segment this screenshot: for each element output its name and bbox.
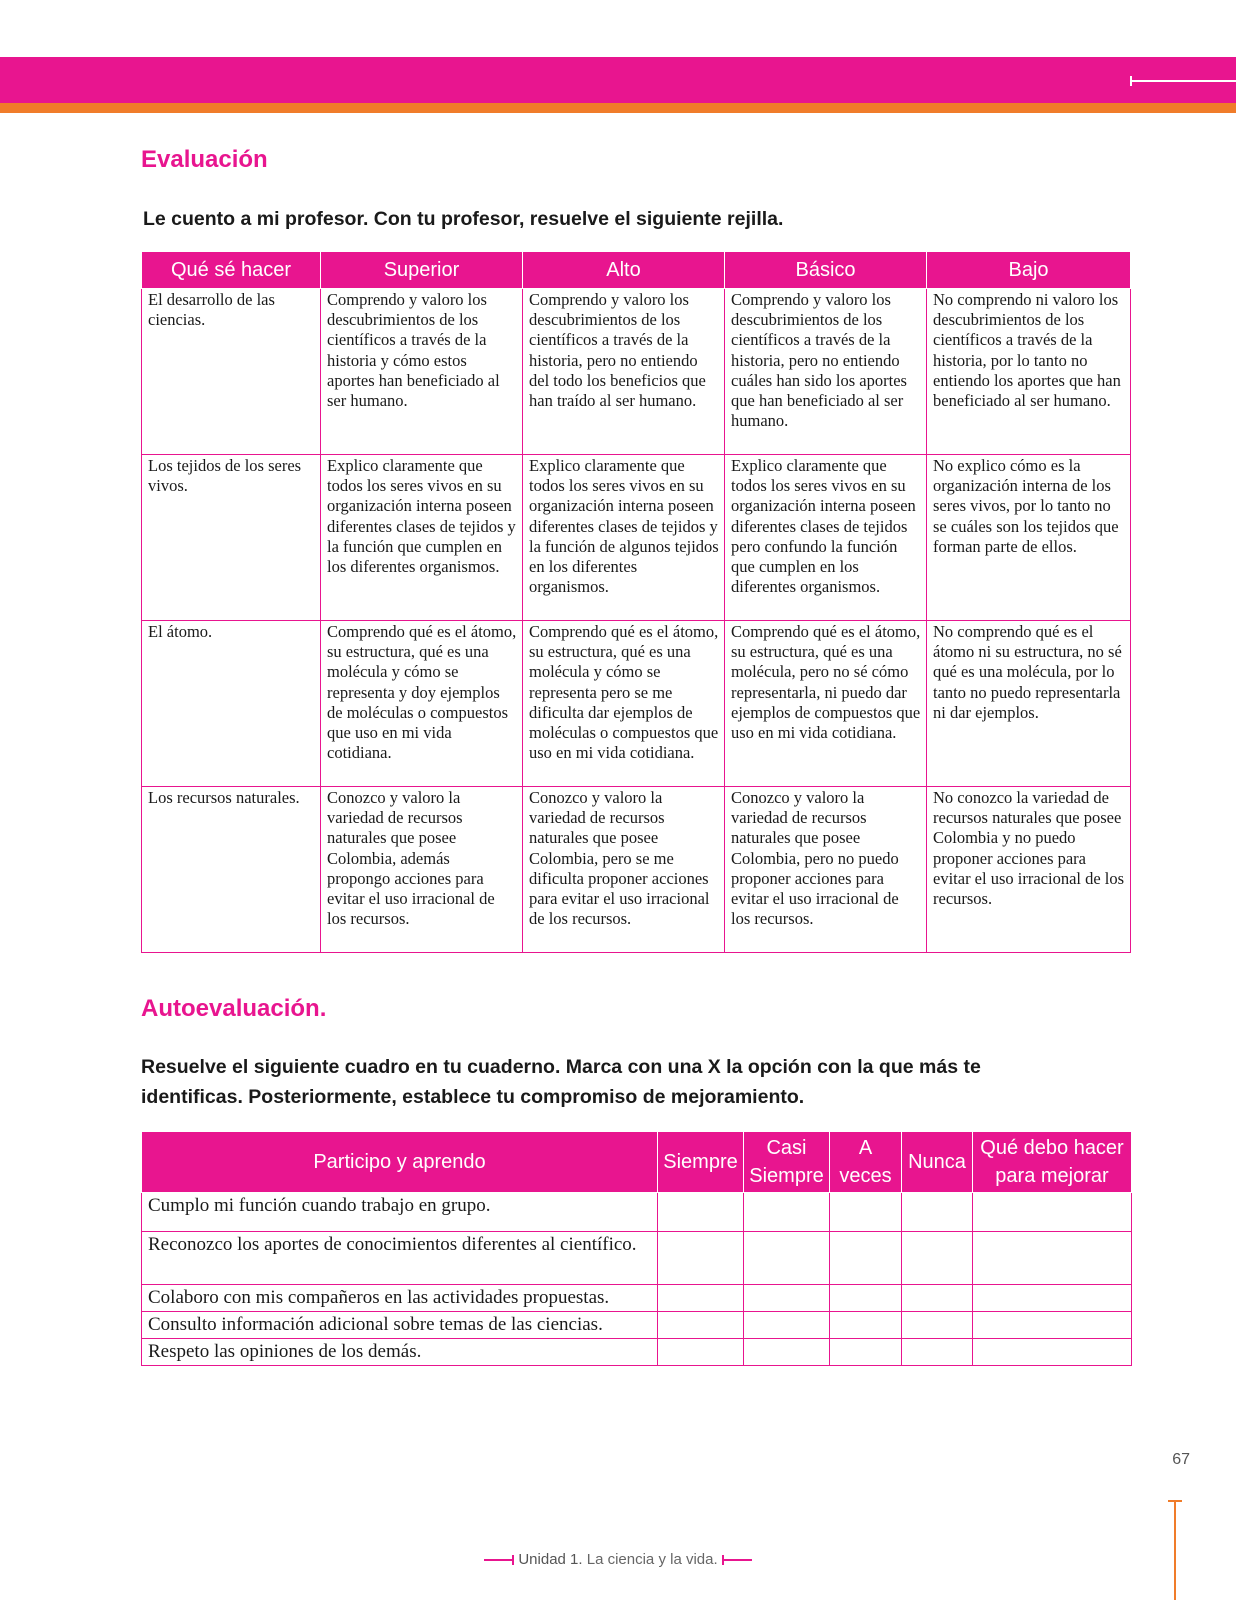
self-evaluation-item: Respeto las opiniones de los demás. [142, 1339, 658, 1366]
improvement-cell [973, 1193, 1132, 1232]
mark-cell-a-veces [830, 1312, 902, 1339]
mark-cell-nunca [902, 1285, 973, 1312]
rubric-basico-cell: Explico claramente que todos los seres vivos en su organización interna poseen diferentes clases de tejidos pero confundo la función que cumplen en los diferentes organismos. [725, 455, 927, 621]
self-evaluation-item: Consulto información adicional sobre temas de las ciencias. [142, 1312, 658, 1339]
mark-cell-nunca [902, 1339, 973, 1366]
rubric-alto-cell: Comprendo qué es el átomo, su estructura, qué es una molécula y cómo se representa pero se me dificulta dar ejemplos de moléculas o compuestos que uso en mi vida cotidiana. [523, 621, 725, 787]
evaluation-title: Evaluación [141, 146, 268, 173]
header-casi-siempre: Casi Siempre [744, 1132, 830, 1193]
rubric-basico-cell: Comprendo qué es el átomo, su estructura, qué es una molécula, pero no sé cómo representarla, ni puedo dar ejemplos de compuestos que uso en mi vida cotidiana. [725, 621, 927, 787]
self-evaluation-instruction [141, 1052, 981, 1112]
footer-topic: La ciencia y la vida. [586, 1551, 718, 1568]
rubric-superior-cell: Comprendo y valoro los descubrimientos de los científicos a través de la historia y cómo estos aportes han beneficiado al ser humano. [321, 289, 523, 455]
header-nunca: Nunca [902, 1132, 973, 1193]
rubric-header-row [142, 252, 1131, 289]
self-evaluation-title: Autoevaluación. [141, 995, 327, 1022]
header-marker-tick [1130, 76, 1132, 86]
improvement-cell [973, 1285, 1132, 1312]
rubric-header-bajo: Bajo [927, 252, 1131, 289]
mark-cell-a-veces [830, 1232, 902, 1285]
rubric-alto-cell: Conozco y valoro la variedad de recursos naturales que posee Colombia, pero se me dificulta proponer acciones para evitar el uso irracional de los recursos. [523, 787, 725, 953]
rubric-superior-cell: Comprendo qué es el átomo, su estructura, qué es una molécula y cómo se representa y doy ejemplos de moléculas o compuestos que uso en mi vida cotidiana. [321, 621, 523, 787]
table-row [142, 1312, 1132, 1339]
table-row [142, 289, 1131, 455]
self-evaluation-header-row [142, 1132, 1132, 1193]
mark-cell-siempre [658, 1312, 744, 1339]
table-row [142, 621, 1131, 787]
rubric-skill-cell: Los recursos naturales. [142, 787, 321, 953]
page-marker-line [1174, 1500, 1176, 1600]
table-row [142, 1339, 1132, 1366]
mark-cell-casi-siempre [744, 1193, 830, 1232]
header-marker-line [1130, 80, 1236, 82]
self-evaluation-item: Colaboro con mis compañeros en las actividades propuestas. [142, 1285, 658, 1312]
rubric-superior-cell: Conozco y valoro la variedad de recursos naturales que posee Colombia, además propongo acciones para evitar el uso irracional de los recursos. [321, 787, 523, 953]
improvement-cell [973, 1312, 1132, 1339]
header-band [0, 57, 1236, 103]
mark-cell-a-veces [830, 1285, 902, 1312]
evaluation-instruction: Le cuento a mi profesor. Con tu profesor, resuelve el siguiente rejilla. [143, 208, 784, 230]
rubric-bajo-cell: No conozco la variedad de recursos naturales que posee Colombia y no puedo proponer acciones para evitar el uso irracional de los recursos. [927, 787, 1131, 953]
improvement-cell [973, 1339, 1132, 1366]
mark-cell-siempre [658, 1339, 744, 1366]
rubric-bajo-cell: No explico cómo es la organización interna de los seres vivos, por lo tanto no se cuáles son los tejidos que forman parte de ellos. [927, 455, 1131, 621]
mark-cell-siempre [658, 1232, 744, 1285]
table-row [142, 1285, 1132, 1312]
table-row [142, 787, 1131, 953]
mark-cell-casi-siempre [744, 1312, 830, 1339]
footer-dash-right [722, 1559, 752, 1561]
mark-cell-casi-siempre [744, 1285, 830, 1312]
rubric-bajo-cell: No comprendo ni valoro los descubrimientos de los científicos a través de la historia, por lo tanto no entiendo los aportes que han beneficiado al ser humano. [927, 289, 1131, 455]
self-evaluation-instruction-line1: Resuelve el siguiente cuadro en tu cuaderno. Marca con una X la opción con la que más te [141, 1056, 981, 1078]
page-number: 67 [1172, 1451, 1190, 1468]
rubric-basico-cell: Comprendo y valoro los descubrimientos de los científicos a través de la historia, pero no entiendo cuáles han sido los aportes que han beneficiado al ser humano. [725, 289, 927, 455]
mark-cell-casi-siempre [744, 1232, 830, 1285]
self-evaluation-table [141, 1131, 1132, 1366]
header-que-debo-hacer: Qué debo hacer para mejorar [973, 1132, 1132, 1193]
header-a-veces: A veces [830, 1132, 902, 1193]
evaluation-rubric-table [141, 251, 1131, 953]
mark-cell-nunca [902, 1232, 973, 1285]
table-row [142, 455, 1131, 621]
rubric-skill-cell: El desarrollo de las ciencias. [142, 289, 321, 455]
self-evaluation-instruction-line2: identificas. Posteriormente, establece tu compromiso de mejoramiento. [141, 1086, 805, 1108]
mark-cell-siempre [658, 1285, 744, 1312]
table-row [142, 1232, 1132, 1285]
table-row [142, 1193, 1132, 1232]
rubric-header-alto: Alto [523, 252, 725, 289]
rubric-header-superior: Superior [321, 252, 523, 289]
footer-unit: Unidad 1. [518, 1551, 583, 1568]
rubric-alto-cell: Comprendo y valoro los descubrimientos de los científicos a través de la historia, pero no entiendo del todo los beneficios que han traído al ser humano. [523, 289, 725, 455]
rubric-bajo-cell: No comprendo qué es el átomo ni su estructura, no sé qué es una molécula, por lo tanto no puedo representarla ni dar ejemplos. [927, 621, 1131, 787]
footer [0, 1551, 1236, 1568]
mark-cell-siempre [658, 1193, 744, 1232]
rubric-header-basico: Básico [725, 252, 927, 289]
header-participo: Participo y aprendo [142, 1132, 658, 1193]
rubric-header-skill: Qué sé hacer [142, 252, 321, 289]
rubric-skill-cell: Los tejidos de los seres vivos. [142, 455, 321, 621]
improvement-cell [973, 1232, 1132, 1285]
mark-cell-casi-siempre [744, 1339, 830, 1366]
rubric-skill-cell: El átomo. [142, 621, 321, 787]
footer-dash-left [484, 1559, 514, 1561]
mark-cell-a-veces [830, 1339, 902, 1366]
rubric-superior-cell: Explico claramente que todos los seres vivos en su organización interna poseen diferentes clases de tejidos y la función que cumplen en los diferentes organismos. [321, 455, 523, 621]
header-orange-stripe [0, 103, 1236, 113]
header-siempre: Siempre [658, 1132, 744, 1193]
mark-cell-a-veces [830, 1193, 902, 1232]
rubric-alto-cell: Explico claramente que todos los seres vivos en su organización interna poseen diferentes clases de tejidos y la función de algunos tejidos en los diferentes organismos. [523, 455, 725, 621]
mark-cell-nunca [902, 1193, 973, 1232]
rubric-basico-cell: Conozco y valoro la variedad de recursos naturales que posee Colombia, pero no puedo proponer acciones para evitar el uso irracional de los recursos. [725, 787, 927, 953]
mark-cell-nunca [902, 1312, 973, 1339]
self-evaluation-item: Reconozco los aportes de conocimientos diferentes al científico. [142, 1232, 658, 1285]
self-evaluation-item: Cumplo mi función cuando trabajo en grupo. [142, 1193, 658, 1232]
